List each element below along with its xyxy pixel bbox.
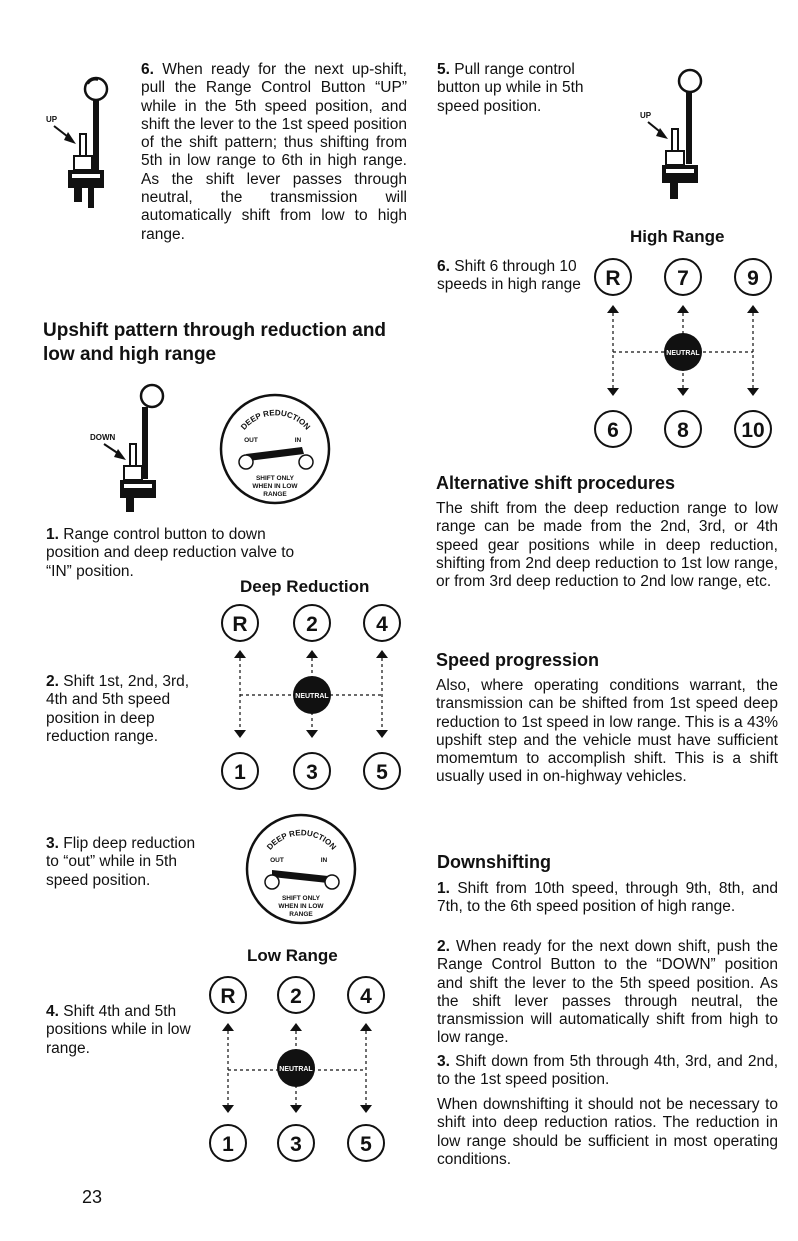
step3-paragraph — [46, 835, 196, 890]
downshift-p2 — [437, 938, 778, 1048]
high-range-shift-pattern — [588, 256, 778, 451]
deep-gear-2-label: 2 — [306, 613, 318, 636]
valve-out-label: OUT — [244, 437, 258, 444]
downshift-p4: When downshifting it should not be necessary to shift into deep reduction ratios. The reduction in low range should be sufficient in most operating conditions. — [437, 1096, 778, 1168]
low-gear-4-label: 4 — [360, 985, 372, 1008]
step3-text: Flip deep reduction to “out” while in 5th speed position. — [46, 835, 196, 889]
high-gear-10-label: 10 — [741, 419, 765, 442]
right-step6-number: 6. — [437, 258, 450, 275]
deep-reduction-shift-pattern — [215, 603, 405, 793]
high-gear-6-label: 6 — [607, 419, 619, 442]
left-step6-paragraph — [141, 61, 407, 244]
up-label: UP — [46, 115, 58, 124]
deep-reduction-title: Deep Reduction — [240, 577, 370, 596]
low-gear-R-label: R — [220, 985, 236, 1008]
alternative-text: The shift from the deep reduction range to low range can be made from the 2nd, 3rd, or 4th speed gear positions while in deep reduction, shifting from 2nd deep reduction to 1st low range, or from 3rd deep reduction to 2nd low range, etc. — [436, 500, 778, 591]
step4-text: Shift 4th and 5th positions while in low range. — [46, 1003, 191, 1057]
valve-note-1: SHIFT ONLY — [255, 475, 295, 482]
downshift-p3 — [437, 1053, 778, 1090]
shift-lever-down-figure — [90, 382, 170, 517]
valve-note-2: WHEN IN LOW — [252, 483, 298, 490]
high-gear-7-label: 7 — [677, 267, 689, 290]
deep-gear-4-label: 4 — [376, 613, 388, 636]
step3-number: 3. — [46, 835, 59, 852]
deep-reduction-valve-out-figure — [244, 812, 359, 927]
down-label: DOWN — [90, 433, 116, 442]
speed-progression-text: Also, where operating conditions warrant, the transmission can be shifted from 1st speed deep reduction to 1st speed in low range. This is a 43% upshift step and the vehicle must have sufficient momemtum to accomplish shift. This is a shift usually used in on-highway vehicles. — [436, 677, 778, 786]
step4-number: 4. — [46, 1003, 59, 1020]
step5-text: Pull range control button up while in 5th speed position. — [437, 61, 584, 115]
low-gear-3-label: 3 — [290, 1133, 302, 1156]
step5-paragraph — [437, 61, 607, 116]
left-step6-number: 6. — [141, 61, 154, 78]
right-step6-paragraph — [437, 258, 587, 295]
high-neutral-label: NEUTRAL — [666, 350, 700, 357]
high-gear-R-label: R — [605, 267, 621, 290]
high-range-title: High Range — [630, 227, 725, 246]
right-step6-text: Shift 6 through 10 speeds in high range — [437, 258, 581, 294]
deep-gear-5-label: 5 — [376, 761, 388, 784]
shift-lever-up-figure-right — [640, 65, 720, 205]
step1-paragraph — [46, 526, 316, 581]
step4-paragraph — [46, 1003, 206, 1058]
step2-number: 2. — [46, 673, 59, 690]
deep-gear-1-label: 1 — [234, 761, 246, 784]
valve-in-label: IN — [294, 437, 302, 444]
upshift-heading: Upshift pattern through reduction and low and high range — [43, 320, 387, 365]
step2-paragraph — [46, 673, 214, 746]
low-range-title: Low Range — [247, 946, 338, 965]
valve-note-3: RANGE — [263, 491, 287, 498]
shift-lever-up-figure-left — [44, 74, 139, 219]
low-neutral-label: NEUTRAL — [279, 1066, 313, 1073]
valve2-top-label: DEEP REDUCTION — [265, 828, 338, 852]
downshift-p1-text: Shift from 10th speed, through 9th, 8th, and 7th, to the 6th speed position of high range. — [437, 880, 778, 916]
downshifting-heading: Downshifting — [437, 852, 551, 872]
page-number: 23 — [82, 1187, 103, 1207]
deep-reduction-valve-in-figure — [218, 392, 333, 507]
valve2-note-2: WHEN IN LOW — [278, 903, 324, 910]
downshift-p3-number: 3. — [437, 1053, 450, 1070]
downshift-p2-text: When ready for the next down shift, push the Range Control Button to the “DOWN” position and shift the lever to the 5th speed position. As the shift lever passes through neutral, the transmission will automatically shift from high to low range. — [437, 938, 779, 1047]
alternative-heading: Alternative shift procedures — [436, 473, 676, 493]
up-label-right: UP — [640, 111, 652, 120]
valve2-note-3: RANGE — [289, 911, 313, 918]
high-gear-8-label: 8 — [677, 419, 689, 442]
deep-gear-3-label: 3 — [306, 761, 318, 784]
downshift-p3-text: Shift down from 5th through 4th, 3rd, and 2nd, to the 1st speed position. — [437, 1053, 779, 1089]
low-gear-2-label: 2 — [290, 985, 302, 1008]
step5-number: 5. — [437, 61, 450, 78]
low-range-shift-pattern — [203, 973, 393, 1168]
valve2-note-1: SHIFT ONLY — [281, 895, 321, 902]
deep-neutral-label: NEUTRAL — [295, 693, 329, 700]
downshift-p1 — [437, 880, 778, 917]
valve2-out-label: OUT — [270, 857, 284, 864]
downshift-p1-number: 1. — [437, 880, 450, 897]
high-gear-9-label: 9 — [747, 267, 759, 290]
low-gear-1-label: 1 — [222, 1133, 234, 1156]
left-step6-text: When ready for the next up-shift, pull the Range Control Button “UP” while in the 5th speed position, and shift the lever to the 1st speed position of the shift pattern; thus shifting from 5th in low range to 6th in high range. As the shift lever passes through neutral, the transmission will automatically shift from low to high range. — [141, 61, 407, 243]
speed-progression-heading: Speed progression — [436, 650, 600, 670]
step2-text: Shift 1st, 2nd, 3rd, 4th and 5th speed position in deep reduction range. — [46, 673, 190, 745]
downshift-p2-number: 2. — [437, 938, 450, 955]
step1-text: Range control button to down position and deep reduction valve to “IN” position. — [46, 526, 295, 580]
valve-top-label: DEEP REDUCTION — [239, 408, 312, 432]
valve2-in-label: IN — [320, 857, 328, 864]
step1-number: 1. — [46, 526, 59, 543]
low-gear-5-label: 5 — [360, 1133, 372, 1156]
deep-gear-R-label: R — [232, 613, 248, 636]
